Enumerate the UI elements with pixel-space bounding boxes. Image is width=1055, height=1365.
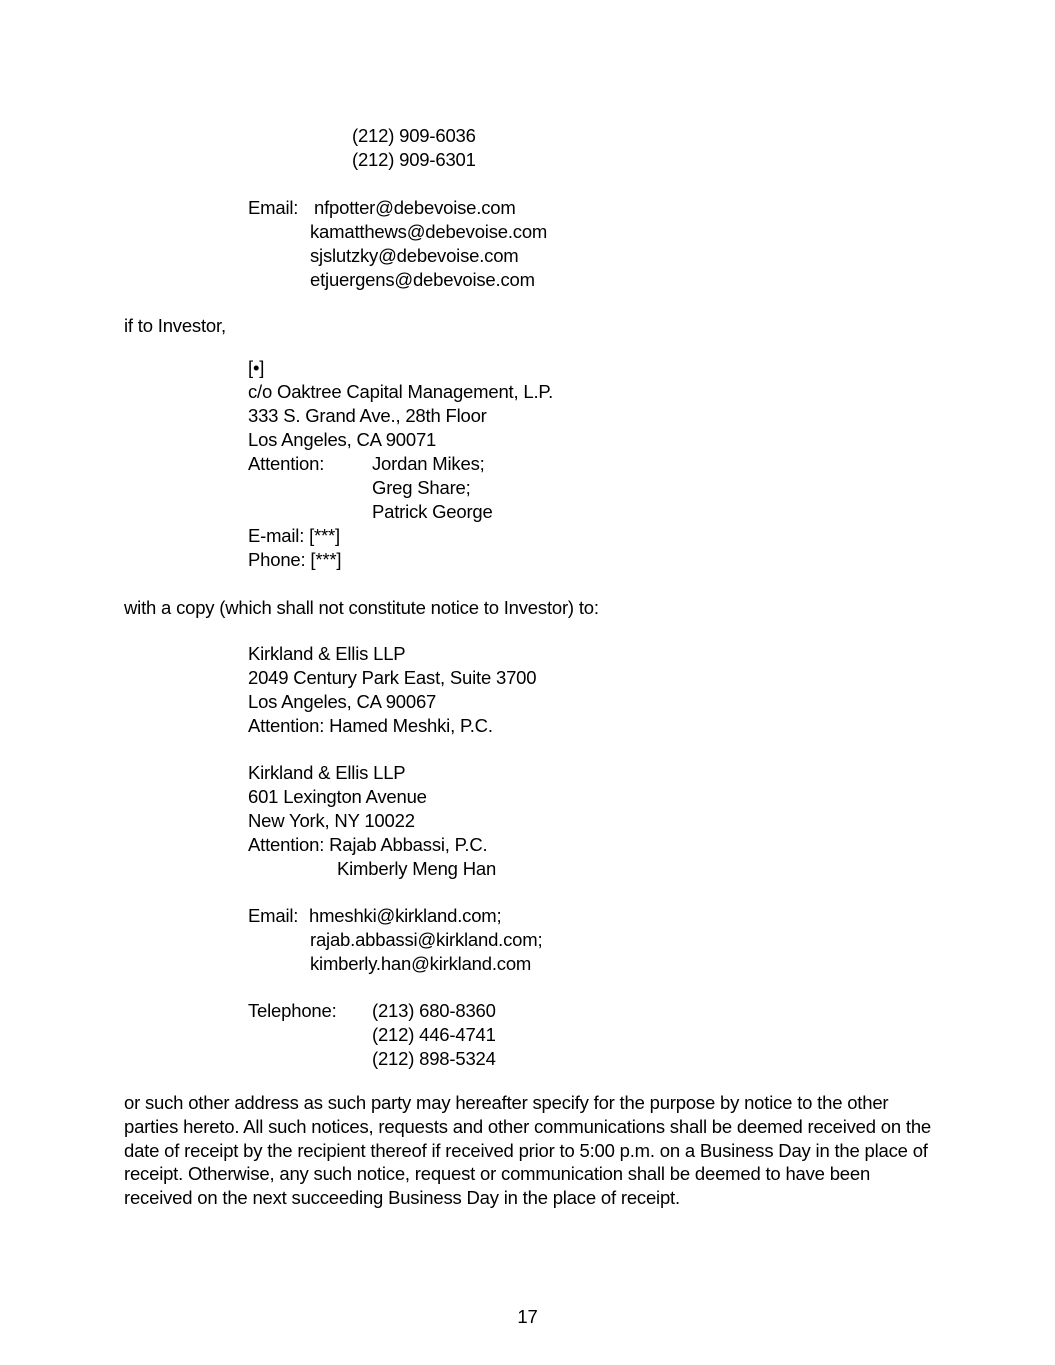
kirkland-email: rajab.abbassi@kirkland.com; [310, 929, 543, 950]
kirkland-telephone-label: Telephone: [248, 1000, 337, 1021]
firm-attention-extra: Kimberly Meng Han [337, 858, 497, 879]
closing-paragraph: or such other address as such party may hereafter specify for the purpose by notice to the other parties hereto. All such notices, requests and other communications shall be deemed received on the date of receipt by the recipient thereof if received prior to 5:00 p.m. on a Business Day in the place of receipt. Otherwise, any such notice, request or communication shall be deemed to have been received on the next succeeding Business Day in the place of receipt. [124, 1092, 932, 1209]
kirkland-phone: (212) 446-4741 [372, 1024, 496, 1045]
investor-attention-label: Attention: [248, 453, 325, 474]
investor-attention-name: Jordan Mikes; [372, 453, 485, 474]
debevoise-email: etjuergens@debevoise.com [310, 269, 535, 290]
debevoise-phone: (212) 909-6301 [352, 149, 476, 170]
investor-phone-line: Phone: [***] [248, 549, 342, 570]
firm-attention: Attention: Hamed Meshki, P.C. [248, 715, 493, 736]
investor-email-line: E-mail: [***] [248, 525, 340, 546]
kirkland-email-label: Email: [248, 905, 299, 926]
debevoise-phone: (212) 909-6036 [352, 125, 476, 146]
investor-attention-name: Greg Share; [372, 477, 471, 498]
debevoise-email: kamatthews@debevoise.com [310, 221, 548, 242]
firm-name: Kirkland & Ellis LLP [248, 643, 406, 664]
firm-name: Kirkland & Ellis LLP [248, 762, 406, 783]
kirkland-email: kimberly.han@kirkland.com [310, 953, 532, 974]
copy-intro: with a copy (which shall not constitute notice to Investor) to: [124, 597, 599, 618]
debevoise-email: nfpotter@debevoise.com [314, 197, 516, 218]
investor-name: [•] [248, 357, 265, 378]
investor-address-line: 333 S. Grand Ave., 28th Floor [248, 405, 487, 426]
kirkland-phone: (213) 680-8360 [372, 1000, 496, 1021]
page-number: 17 [517, 1306, 538, 1327]
firm-attention: Attention: Rajab Abbassi, P.C. [248, 834, 488, 855]
firm-street: 601 Lexington Avenue [248, 786, 427, 807]
firm-city: New York, NY 10022 [248, 810, 415, 831]
firm-city: Los Angeles, CA 90067 [248, 691, 437, 712]
investor-address-line: Los Angeles, CA 90071 [248, 429, 437, 450]
investor-intro: if to Investor, [124, 315, 226, 336]
kirkland-phone: (212) 898-5324 [372, 1048, 496, 1069]
debevoise-email-label: Email: [248, 197, 299, 218]
investor-address-line: c/o Oaktree Capital Management, L.P. [248, 381, 554, 402]
firm-street: 2049 Century Park East, Suite 3700 [248, 667, 537, 688]
investor-attention-name: Patrick George [372, 501, 493, 522]
kirkland-email: hmeshki@kirkland.com; [309, 905, 502, 926]
debevoise-email: sjslutzky@debevoise.com [310, 245, 519, 266]
